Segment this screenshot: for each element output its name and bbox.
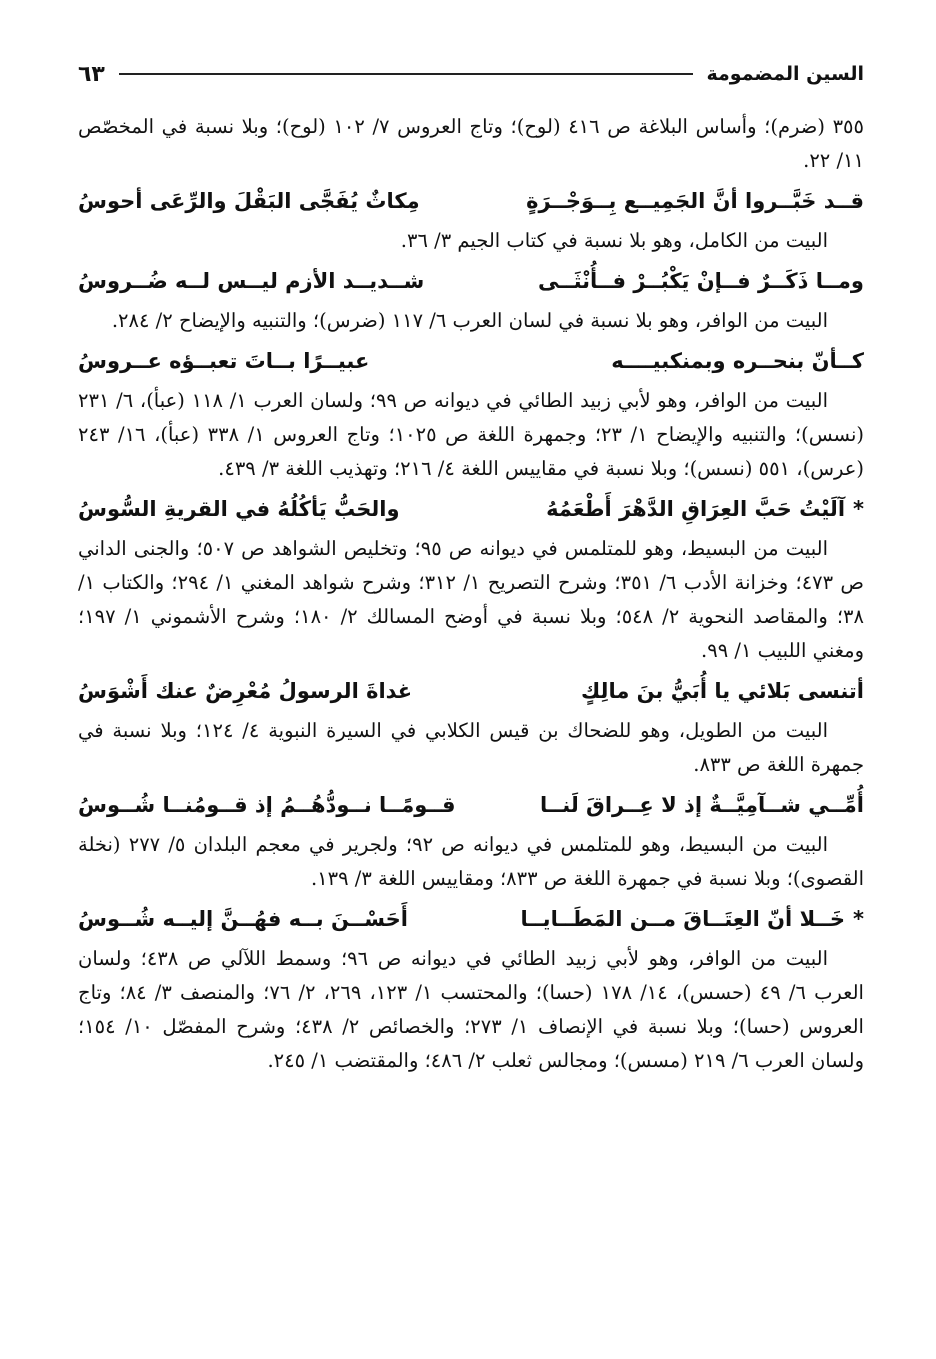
verse-line	[78, 338, 864, 384]
reference-paragraph	[78, 714, 864, 782]
paragraph-line: نسبة في جمهرة اللغة ص ٨٣٣.	[78, 719, 864, 776]
verse-first-text: أتنسى بَلائي يا أُبَيُّ بنَ مالِكٍ	[581, 679, 864, 703]
asterisk-marker: *	[853, 907, 864, 931]
verse-second-hemistich: غداةَ الرسولُ مُعْرِضٌ عنك أَشْوَسُ	[78, 679, 413, 703]
page-number: ٦٣	[78, 61, 105, 87]
verse-second-hemistich: مِكاثٌ يُفَجَّى البَقْلَ والرِّعَى أحوسُ	[78, 189, 420, 213]
verse-second-hemistich: عبيــرًا بــاتَ تعبــؤه عــروسُ	[78, 349, 370, 373]
verse-line	[78, 896, 864, 942]
paragraph-line: والمنصف ٣/ ٨٤؛ وتاج العروس (حسا)؛ وبلا نسبة في الإنصاف ١/ ٢٧٣؛ والخصائص	[78, 981, 864, 1038]
paragraph-line: البيت من البسيط، وهو للمتلمس في ديوانه ص ٩٥؛ وتخليص الشواهد ص ٥٠٧؛	[196, 537, 829, 560]
paragraph-line: (عبأ)، ٦/ ٢٣١ (نسس)؛ والتنبيه والإيضاح ١/ ٢٣؛ وجمهرة اللغة ص ١٠٢٥؛ وتاج	[78, 389, 864, 446]
paragraph-line: ٥/ ٢٧٧ (نخلة القصوى)؛ وبلا نسبة في جمهرة اللغة ص ٨٣٣؛ ومقاييس اللغة ٣/ ١٣٩.	[78, 833, 864, 890]
verse-first-hemistich	[581, 668, 864, 714]
paragraph-line: البيت من الوافر، وهو بلا نسبة في لسان العرب ٦/ ١١٧ (ضرس)؛ والتنبيه والإيضاح	[178, 309, 828, 332]
paragraph-line: ٤/ ٢١٦؛ وتهذيب اللغة ٣/ ٤٣٩.	[218, 457, 455, 480]
paragraph-line: ٢/ ٢٨٤.	[111, 309, 173, 332]
verse-line	[78, 668, 864, 714]
paragraph-line: البيت من الوافر، وهو لأبي زبيد الطائي في ديوانه ص ٩٩؛ ولسان العرب ١/ ١١٨	[191, 389, 828, 412]
paragraph-line: ٢/ ٤٣٨؛ وشرح المفصّل ١٠/ ١٥٤؛ ولسان العرب ٦/ ٢١٩ (مسس)؛ ومجالس ثعلب	[78, 1015, 864, 1072]
book-page	[78, 52, 864, 1078]
page-body	[78, 110, 864, 1078]
verse-second-hemistich: شــديــد الأزم ليــس لــه ضُــروسُ	[78, 269, 425, 293]
paragraph-line: المسالك ٢/ ١٨٠؛ وشرح الأشموني ١/ ١٩٧؛ ومغني اللبيب ١/ ٩٩.	[78, 605, 864, 662]
reference-paragraph	[78, 942, 864, 1078]
verse-first-text: أُمِّــي شــآمِيَّــةٌ إذ لا عِــراقَ لَنــا	[540, 793, 864, 817]
paragraph-line: العروس ١/ ٣٣٨ (عبأ)، ١٦/ ٢٤٣ (عرس)، ٥٥١ (نسس)؛ وبلا نسبة في مقاييس اللغة	[78, 423, 864, 480]
verse-second-hemistich: والحَبُّ يَأكُلُهُ في القريةِ السُّوسُ	[78, 497, 400, 521]
verse-first-text: آلَيْتُ حَبَّ العِرَاقِ الدَّهْرَ أَطْعَمُهُ	[546, 497, 846, 521]
paragraph-line: البيت من الوافر، وهو لأبي زبيد الطائي في ديوانه ص ٩٦؛ وسمط اللآلي ص ٤٣٨؛	[140, 947, 828, 970]
verse-first-hemistich	[526, 178, 864, 224]
verse-first-hemistich	[540, 782, 864, 828]
paragraph-line: البيت من الطويل، وهو للضحاك بن قيس الكلابي في السيرة النبوية ٤/ ١٢٤؛ وبلا	[160, 719, 828, 742]
paragraph-line: ٣٥٥ (ضرم)؛ وأساس البلاغة ص ٤١٦ (لوح)؛ وتاج العروس ٧/ ١٠٢ (لوح)؛ وبلا نسبة في	[161, 115, 864, 138]
verse-first-hemistich	[546, 486, 864, 532]
reference-paragraph	[78, 828, 864, 896]
running-header	[78, 52, 864, 96]
verse-second-hemistich: قــومًــا نــودُّهُــمُ إذ قــومُنــا شُــوسُ	[78, 793, 456, 817]
verse-line	[78, 258, 864, 304]
reference-paragraph	[78, 304, 864, 338]
verse-first-text: ومــا ذَكَــرٌ فــإنْ يَكْبُــرْ فــأُنْثَــى	[537, 269, 864, 293]
verse-line	[78, 782, 864, 828]
verse-first-hemistich	[538, 258, 864, 304]
paragraph-line: ولسان العرب ٦/ ٤٩ (حسس)، ١٤/ ١٧٨ (حسا)؛ والمحتسب ١/ ١٢٣، ٢٦٩، ٢/ ٧٦؛	[78, 947, 864, 1004]
paragraph-line: البيت من الكامل، وهو بلا نسبة في كتاب الجيم ٣/ ٣٦.	[400, 229, 828, 252]
verse-first-hemistich	[611, 338, 864, 384]
verse-first-text: خَــلا أنّ العِتَــاقَ مــن المَطَــايــا	[520, 907, 846, 931]
paragraph-line: ٢/ ٤٨٦؛ والمقتضب ١/ ٢٤٥.	[267, 1049, 486, 1072]
verse-line	[78, 486, 864, 532]
header-rule	[119, 73, 693, 75]
reference-paragraph	[78, 384, 864, 486]
verse-first-text: كــأنّ بنحــره وبمنكبيــــه	[611, 349, 864, 373]
paragraph-line: البيت من البسيط، وهو للمتلمس في ديوانه ص ٩٢؛ ولجرير في معجم البلدان	[193, 833, 829, 856]
verse-second-hemistich: أَحَسْــنَ بــه فهُــنَّ إليــه شُــوسُ	[78, 907, 408, 931]
reference-paragraph	[78, 532, 864, 668]
verse-first-hemistich	[520, 896, 864, 942]
paragraph-line: المخصّص ١١/ ٢٢.	[78, 115, 864, 172]
verse-line	[78, 178, 864, 224]
section-title: السين المضمومة	[706, 63, 864, 85]
asterisk-marker: *	[853, 497, 864, 521]
verse-first-text: قــد خَبَّــروا أنَّ الجَمِيــع بِــوَجْــرَةٍ	[526, 189, 864, 213]
paragraph-line: المغني ١/ ٢٩٤؛ والكتاب ١/ ٣٨؛ والمقاصد النحوية ٢/ ٥٤٨؛ وبلا نسبة في أوضح	[78, 571, 864, 628]
reference-paragraph	[78, 224, 864, 258]
paragraph-line: والجنى الداني ص ٤٧٣؛ وخزانة الأدب ٦/ ٣٥١؛ وشرح التصريح ١/ ٣١٢؛ وشرح شواهد	[78, 537, 865, 594]
reference-paragraph	[78, 110, 864, 178]
